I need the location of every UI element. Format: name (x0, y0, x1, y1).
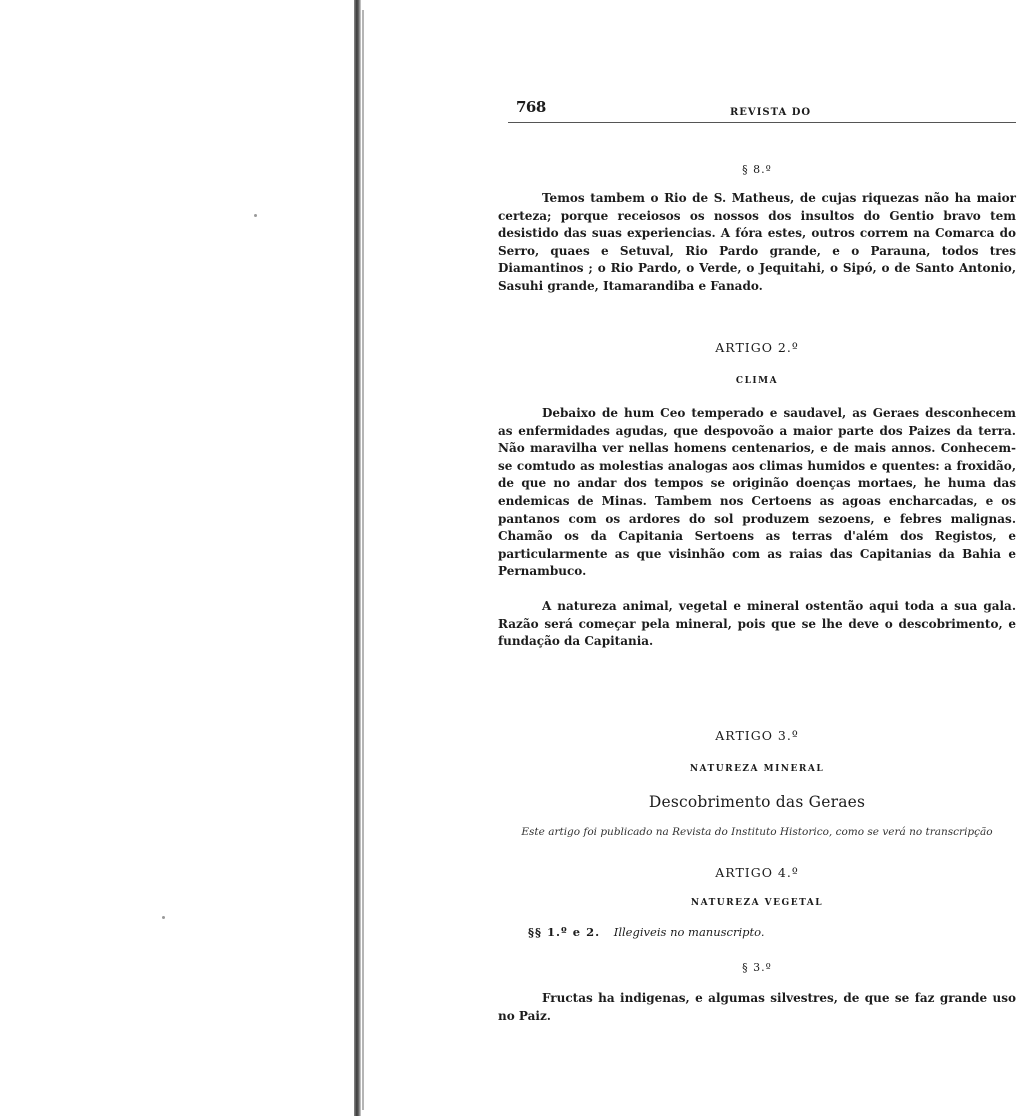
illegible-sections-line (528, 925, 765, 939)
article-4-heading: ARTIGO 4.º (715, 865, 799, 880)
book-spine-edge (362, 10, 364, 1110)
scan-speck (162, 916, 165, 919)
section-3-text: Fructas ha indigenas, e algumas silvestres, de que se faz grande uso no Paiz. (498, 991, 1016, 1023)
article-2-paragraph-2 (498, 598, 1016, 651)
book-gutter (0, 0, 470, 1116)
book-spine-shadow (354, 0, 361, 1116)
running-title: REVISTA DO (730, 107, 812, 118)
page-number: 768 (516, 98, 546, 116)
article-3-title: Descobrimento das Geraes (648, 793, 866, 811)
article-2-text-2: A natureza animal, vegetal e mineral ostentão aqui toda a sua gala. Razão será começar pela mineral, pois que se lhe deve o descobrimento, e fundação da Capitania. (498, 599, 1016, 649)
article-3-heading: ARTIGO 3.º (715, 728, 799, 743)
running-header (498, 95, 1016, 125)
section-8-paragraph (498, 190, 1016, 296)
article-3-subheading: NATUREZA MINERAL (689, 764, 825, 774)
book-page (498, 95, 1016, 1105)
section-8-text: Temos tambem o Rio de S. Matheus, de cujas riquezas não ha maior certeza; porque receiosos os nossos dos insultos do Gentio bravo tem desistido das suas experiencias. A fóra estes, outros correm na Comarca do Serro, quaes e Setuval, Rio Pardo grande, e o Parauna, todos tres Diamantinos ; o Rio Pardo, o Verde, o Jequitahi, o Sipó, o de Santo Antonio, Sasuhi grande, Itamarandiba e Fanado. (498, 191, 1016, 293)
header-rule (508, 122, 1016, 123)
article-2-subheading: CLIMA (735, 376, 779, 386)
article-2-text-1: Debaixo de hum Ceo temperado e saudavel, as Geraes desconhecem as enfermidades agudas, que despovoão a maior parte dos Paizes da terra. Não maravilha ver nellas homens centenarios, e de mais annos. Conhecem-se comtudo as molestias analogas aos climas humidos e quentes: a froxidão, de que no andar dos tempos se originão doenças mortaes, he huma das endemicas de Minas. Tambem nos Certoens as agoas encharcadas, e os pantanos com os ardores do sol produzem sezoens, e febres malignas. Chamão os da Capitania Sertoens as terras d'além dos Registos, e particularmente as que visinhão com as raias das Capitanias da Bahia e Pernambuco. (498, 406, 1016, 579)
section-8-mark: § 8.º (742, 163, 772, 176)
section-3-paragraph (498, 990, 1016, 1025)
article-2-paragraph-1 (498, 405, 1016, 581)
section-3-mark: § 3.º (742, 961, 772, 974)
scan-speck (254, 214, 257, 217)
article-2-heading: ARTIGO 2.º (715, 340, 799, 355)
article-3-note: Este artigo foi publicado na Revista do Instituto Historico, como se verá no transcripção (521, 826, 993, 838)
article-4-subheading: NATUREZA VEGETAL (690, 898, 824, 908)
illegible-note: Illegiveis no manuscripto. (613, 925, 765, 939)
illegible-sections: §§ 1.º e 2. (528, 925, 601, 939)
